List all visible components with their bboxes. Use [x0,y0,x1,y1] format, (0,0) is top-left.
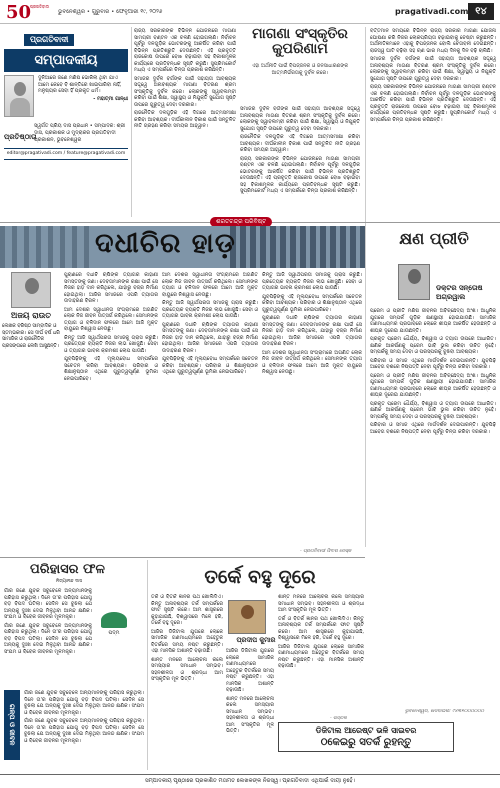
page-footer: ସମ୍ପାଦକୀୟ ପୃଷ୍ଠାରେ ପ୍ରକାଶିତ ମତାମତ ଲେଖକଙ୍କ ନିଜସ୍ୱ। ପ୍ରଗତିବାଦୀ ଏଥିପାଇଁ ଦାୟୀ ନୁହେଁ। [0,774,500,788]
right-article-body [370,308,496,706]
editorial-paragraph: ସମାଜର ଦୁର୍ବଳ ବର୍ଗଙ୍କ ପାଇଁ ସହାୟତା ଆବଶ୍ୟକ ସତ୍ତ୍ୱେ ଅନାବଶ୍ୟକ ମାଗଣା ବିତରଣ ଶ୍ରମ ସଂସ୍କୃତିକୁ ଦୁର୍ବଳ କରେ। ଲୋକଙ୍କୁ ସ୍ୱାବଲମ୍ବୀ କରିବା ପାଇଁ ଶିକ୍ଷା, ସ୍ୱାସ୍ଥ୍ୟ ଓ ନିଯୁକ୍ତି ସୁଯୋଗ ସୃଷ୍ଟି ଉପରେ ଗୁରୁତ୍ୱ ଦେବା ଦରକାର। [370,56,496,82]
editorial-headline-box [240,27,360,103]
gandhi-portrait [4,75,34,117]
masthead [0,0,500,24]
date-line: ଭୁବନେଶ୍ୱର • ଗୁରୁବାର • ଫେବୃଆରୀ ୧୯, ୨୦୨୬ [58,9,163,15]
parihas-paragraph: ଗାଁର ଜଣେ ଯୁବକ ସବୁବେଳେ ଅନ୍ୟମାନଙ୍କୁ ପରିହାସ କରୁଥିଲା। ଦିନେ ତା'ର ପରିହାସ ଯୋଗୁ ବଡ଼ ବିପଦ ଘଟିଲା। ସେଦିନ ସେ ବୁଝିଲା ଯେ ଅନ୍ୟକୁ ଦୁଃଖ ଦେଇ ମିଳୁଥିବା ଆନନ୍ଦ କ୍ଷଣିକ। ସଂଯମ ଓ ବିବେକ ଜୀବନର ମୂଳମନ୍ତ୍ର। [24,690,144,716]
feature-column-2 [162,272,258,552]
section-rule [0,557,365,558]
tarka-author-name: ପ୍ରଦୀପ କୁମାର [236,636,276,644]
feature-paragraph: ଆମ ଦେଶର ସ୍ୱାଧୀନତା ସଂଗ୍ରାମରେ ଅଗଣିତ ଲୋକ ନିଜ ଜୀବନ ଉତ୍ସର୍ଗ କରିଥିଲେ। ସେମାନଙ୍କ ତ୍ୟାଗ ଓ ବଳିଦାନ ଫଳରେ ଆମେ ଆଜି ମୁକ୍ତ ବାୟୁରେ ନିଶ୍ୱାସ ନେଉଛୁ। [262,349,362,375]
quote-panel [4,75,128,119]
right-article-author [398,264,498,304]
founder-label: ପ୍ରତିଷ୍ଠାତା [4,133,37,141]
section-title: ସମ୍ପାଦକୀୟ [4,49,128,72]
tarka-paragraph: ତର୍କ ଓ ବିତର୍କ ଜ୍ଞାନର ପଥ ଖୋଲିଦିଏ। କିନ୍ତୁ ଅନାବଶ୍ୟକ ତର୍କ ସମ୍ପର୍କରେ ଫାଟ ସୃଷ୍ଟି କରେ। ଆମ ଶାସ୍ତ୍ରରେ କୁହାଯାଇଛି, ବିଶ୍ୱାସରେ ମିଳେ ହରି, ତର୍କେ ବହୁ ଦୂରେ। [278,615,364,641]
right-paragraph: ପ୍ରେମ ଓ ପ୍ରୀତି ମଣିଷ ଜୀବନର ଅବିଚ୍ଛେଦ୍ୟ ଅଂଶ। ଆଧୁନିକ ଯୁଗରେ ସମ୍ପର୍କ ଗୁଡ଼ିକ କ୍ଷଣସ୍ଥାୟୀ ହୋଇଯାଉଛି। ସାମାଜିକ ଗଣମାଧ୍ୟମର ପ୍ରଭାବରେ ଲୋକେ ଶୀଘ୍ର ଆକର୍ଷିତ ହେଉଛନ୍ତି ଓ ଶୀଘ୍ର ଦୂରେଇ ଯାଉଛନ୍ତି। [370,308,496,334]
editorial-paragraph: ସମାଜର ଦୁର୍ବଳ ବର୍ଗଙ୍କ ପାଇଁ ସହାୟତା ଆବଶ୍ୟକ ସତ୍ତ୍ୱେ ଅନାବଶ୍ୟକ ମାଗଣା ବିତରଣ ଶ୍ରମ ସଂସ୍କୃତିକୁ ଦୁର୍ବଳ କରେ। ଲୋକଙ୍କୁ ସ୍ୱାବଲମ୍ବୀ କରିବା ପାଇଁ ଶିକ୍ଷା, ସ୍ୱାସ୍ଥ୍ୟ ଓ ନିଯୁକ୍ତି ସୁଯୋଗ ସୃଷ୍ଟି ଉପରେ ଗୁରୁତ୍ୱ ଦେବା ଦରକାର। [240,106,360,132]
feature-paragraph: କିନ୍ତୁ ଆଜି ସ୍ୱାର୍ଥପରତା ସମାଜକୁ ଗ୍ରାସ କରୁଛି। ପ୍ରତ୍ୟେକ ବ୍ୟକ୍ତି ନିଜର ଲାଭ ଖୋଜୁଛି। ସେବା ଓ ତ୍ୟାଗର ଭାବନା କ୍ରମଶଃ ଲୋପ ପାଉଛି। [262,272,362,291]
editorial-column-2 [240,106,360,216]
feature-paragraph: ଆମ ଦେଶର ସ୍ୱାଧୀନତା ସଂଗ୍ରାମରେ ଅଗଣିତ ଲୋକ ନିଜ ଜୀବନ ଉତ୍ସର୍ଗ କରିଥିଲେ। ସେମାନଙ୍କ ତ୍ୟାଗ ଓ ବଳିଦାନ ଫଳରେ ଆମେ ଆଜି ମୁକ୍ତ ବାୟୁରେ ନିଶ୍ୱାସ ନେଉଛୁ। [64,306,158,332]
anniversary-logo: 50 [6,2,32,23]
lotus-icon [101,612,127,628]
tarka-paragraph: ଶାନ୍ତ ମନରେ ଆଲୋଚନା କଲେ ସମସ୍ୟାର ସମାଧାନ ସମ୍ଭବ। ସହନଶୀଳତା ଓ ଶ୍ରଦ୍ଧା ଆମ ସଂସ୍କୃତିର ମୂଳ ଭିତ୍ତି। [278,594,364,613]
editorial-column-3 [370,28,496,218]
feature-column-3 [262,272,362,546]
feature-banner [0,226,365,268]
cyber-alert-line-1: ଡିଜିଟାଲ ଆରେଷ୍ଟ ଭଳି ସାଇବର [315,726,417,735]
tarka-column-1 [151,594,223,770]
feature-title: ଦଧୀଚିର ହାଡ଼ [95,228,236,259]
site-url[interactable]: pragativadi.com [395,7,469,16]
feature-author-card [2,272,60,412]
editorial-paragraph: ରାଜ୍ୟ ସରକାରଙ୍କ ବିଭିନ୍ନ ଯୋଜନାରେ ମାଗଣା ସାମଗ୍ରୀ ବଣ୍ଟନ ଏକ ଚଳଣି ହୋଇଗଲାଣି। ନିର୍ବାଚନ ପୂର୍ବରୁ ଦଳଗୁଡ଼ିକ ଭୋଟରଙ୍କୁ ଆକର୍ଷିତ କରିବା ପାଇଁ ବିଭିନ୍ନ ପ୍ରତିଶ୍ରୁତି ଦେଉଛନ୍ତି। ଏହି ପ୍ରବୃତ୍ତି ରାଜକୋଷ ଉପରେ ବୋଝ ବଢ଼ାଇବା ସହ ବିକାଶମୂଳକ କାର୍ଯ୍ୟରେ ପ୍ରତିବନ୍ଧକ ସୃଷ୍ଟି କରୁଛି। ସୁପ୍ରିମକୋର୍ଟ ମଧ୍ୟ ଏ ସମ୍ପର୍କରେ ଚିନ୍ତା ପ୍ରକାଶ କରିଛନ୍ତି। [240,155,360,194]
editorial-paragraph: ରାଜନୈତିକ ଦଳଗୁଡ଼ିକ ଏହି ଦିଗରେ ଆତ୍ମସମୀକ୍ଷା କରିବା ଆବଶ୍ୟକ। ଦୀର୍ଘକାଳୀନ ବିକାଶ ପାଇଁ ସନ୍ତୁଳିତ ନୀତି ଗ୍ରହଣ କରିବା ସମୟର ଆହ୍ୱାନ। [134,110,236,129]
tarka-paragraph: ତର୍କ ଓ ବିତର୍କ ଜ୍ଞାନର ପଥ ଖୋଲିଦିଏ। କିନ୍ତୁ ଅନାବଶ୍ୟକ ତର୍କ ସମ୍ପର୍କରେ ଫାଟ ସୃଷ୍ଟି କରେ। ଆମ ଶାସ୍ତ୍ରରେ କୁହାଯାଇଛି, ବିଶ୍ୱାସରେ ମିଳେ ହରି, ତର୍କେ ବହୁ ଦୂରେ। [151,594,223,626]
tarka-paragraph: ଆଜିର ଡିଜିଟାଲ ଯୁଗରେ ଲୋକେ ସାମାଜିକ ଗଣମାଧ୍ୟମରେ ଅହେତୁକ ବିତର୍କରେ ସମୟ ନଷ୍ଟ କରୁଛନ୍ତି। ଏହା ମାନସିକ ଅଶାନ୍ତି ବଢ଼ାଉଛି। [151,628,223,654]
feature-paragraph: କିନ୍ତୁ ଆଜି ସ୍ୱାର୍ଥପରତା ସମାଜକୁ ଗ୍ରାସ କରୁଛି। ପ୍ରତ୍ୟେକ ବ୍ୟକ୍ତି ନିଜର ଲାଭ ଖୋଜୁଛି। ସେବା ଓ ତ୍ୟାଗର ଭାବନା କ୍ରମଶଃ ଲୋପ ପାଉଛି। [64,334,158,354]
banner-illustration-right [230,226,365,268]
feature-credit: - ପ୍ରଗତିବାଦୀ ଫିଚର ଡେସ୍କ [300,549,352,554]
editorial-column-1 [134,28,236,216]
vertical-section-tag: ଗଳ୍ପ ଓ ଜୀବନ [4,690,20,760]
feature-paragraph: ପୁରାଣରେ ଦଧୀଚି ଋଷିଙ୍କ ତ୍ୟାଗର କାହାଣୀ ସମସ୍ତଙ୍କୁ ଜଣା। ଦେବତାମାନଙ୍କ ରକ୍ଷା ପାଇଁ ସେ ନିଜର ହାଡ଼ ଦାନ କରିଥିଲେ, ଯାହାରୁ ବଜ୍ର ନିର୍ମାଣ ହୋଇଥିଲା। ଆଜିର ସମାଜରେ ଏପରି ତ୍ୟାଗର ଉଦାହରଣ ବିରଳ। [64,272,158,304]
parihas-column-1 [4,588,92,686]
feature-paragraph: ଯୁବପିଢ଼ିଙ୍କୁ ଏହି ମୂଲ୍ୟବୋଧ ସମ୍ପର୍କରେ ସଚେତନ କରିବା ଆବଶ୍ୟକ। ପରିବାର ଓ ଶିକ୍ଷାନୁଷ୍ଠାନ ଏଥିରେ ଗୁରୁତ୍ୱପୂର୍ଣ୍ଣ ଭୂମିକା ନେଇପାରିବେ। [162,356,258,375]
right-article-title: କ୍ଷଣ ପ୍ରୀତି [399,229,469,248]
editorial-paragraph: ରାଜନୈତିକ ଦଳଗୁଡ଼ିକ ଏହି ଦିଗରେ ଆତ୍ମସମୀକ୍ଷା କରିବା ଆବଶ୍ୟକ। ଦୀର୍ଘକାଳୀନ ବିକାଶ ପାଇଁ ସନ୍ତୁଳିତ ନୀତି ଗ୍ରହଣ କରିବା ସମୟର ଆହ୍ୱାନ। [240,134,360,153]
author-bio: ଲେଖକ ବରିଷ୍ଠ ସାମ୍ବାଦିକ ଓ ସ୍ତମ୍ଭକାର। ସେ ଦୀର୍ଘ ବର୍ଷ ଧରି ସାମାଜିକ ଓ ରାଜନୈତିକ ପ୍ରସଙ୍ଗରେ ଲେଖି ଆସୁଛନ୍ତି। [2,324,60,349]
cyber-alert-box [278,722,454,752]
tarka-author-photo [228,600,266,634]
editorial-sidebar [4,27,128,187]
parihas-column-2 [24,690,144,770]
right-article-credit: ଭୁବନେଶ୍ୱର, ମୋବାଇଲ: ୯୪୩୭୦୦୦୦୦୦ [405,709,484,714]
tarka-title: ତର୍କେ ବହୁ ଦୂରେ [204,566,316,588]
quote-attribution: - ମହାତ୍ମା ଗାନ୍ଧୀ [93,95,128,102]
founder-row [4,123,128,144]
right-paragraph: ପରିବାର ଓ ସମାଜ ଏଥିରେ ମାର୍ଗଦର୍ଶନ ଦେଇପାରନ୍ତି। ଯୁବପିଢ଼ି ଆବେଗ ବଶରେ ନିଷ୍ପତ୍ତି ନେବା ପୂର୍ବରୁ ଚିନ୍ତା କରିବା ଦରକାର। [370,357,496,370]
feature-paragraph: ପୁରାଣରେ ଦଧୀଚି ଋଷିଙ୍କ ତ୍ୟାଗର କାହାଣୀ ସମସ୍ତଙ୍କୁ ଜଣା। ଦେବତାମାନଙ୍କ ରକ୍ଷା ପାଇଁ ସେ ନିଜର ହାଡ଼ ଦାନ କରିଥିଲେ, ଯାହାରୁ ବଜ୍ର ନିର୍ମାଣ ହୋଇଥିଲା। ଆଜିର ସମାଜରେ ଏପରି ତ୍ୟାଗର ଉଦାହରଣ ବିରଳ। [262,315,362,347]
founder-text: ସ୍ୱର୍ଗତ ପ୍ରିୟ ଦାସ ପ୍ରଧାନ • ସମ୍ପାଦକ: ଶ୍ରୀ ଦାସ, ପ୍ରକାଶକ ଓ ମୁଦ୍ରାକର ପ୍ରଗତିବାଦୀ ପ୍ରକାଶନ, ଭୁବନେଶ୍ୱର [34,123,126,143]
parihas-paragraph: ଗାଁର ଜଣେ ଯୁବକ ସବୁବେଳେ ଅନ୍ୟମାନଙ୍କୁ ପରିହାସ କରୁଥିଲା। ଦିନେ ତା'ର ପରିହାସ ଯୋଗୁ ବଡ଼ ବିପଦ ଘଟିଲା। ସେଦିନ ସେ ବୁଝିଲା ଯେ ଅନ୍ୟକୁ ଦୁଃଖ ଦେଇ ମିଳୁଥିବା ଆନନ୍ଦ କ୍ଷଣିକ। ସଂଯମ ଓ ବିବେକ ଜୀବନର ମୂଳମନ୍ତ୍ର। [4,588,92,620]
tarka-credit: - ଭଦ୍ରକ [330,716,347,721]
feature-paragraph: ଆମ ଦେଶର ସ୍ୱାଧୀନତା ସଂଗ୍ରାମରେ ଅଗଣିତ ଲୋକ ନିଜ ଜୀବନ ଉତ୍ସର୍ଗ କରିଥିଲେ। ସେମାନଙ୍କ ତ୍ୟାଗ ଓ ବଳିଦାନ ଫଳରେ ଆମେ ଆଜି ମୁକ୍ତ ବାୟୁରେ ନିଶ୍ୱାସ ନେଉଛୁ। [162,272,258,298]
logo-subtitle: ପ୍ରଗତିବାଦୀ [30,4,50,9]
tarka-column-3 [278,594,364,718]
feature-paragraph: ଯୁବପିଢ଼ିଙ୍କୁ ଏହି ମୂଲ୍ୟବୋଧ ସମ୍ପର୍କରେ ସଚେତନ କରିବା ଆବଶ୍ୟକ। ପରିବାର ଓ ଶିକ୍ଷାନୁଷ୍ଠାନ ଏଥିରେ ଗୁରୁତ୍ୱପୂର୍ଣ୍ଣ ଭୂମିକା ନେଇପାରିବେ। [262,293,362,313]
right-paragraph: ପରିବାର ଓ ସମାଜ ଏଥିରେ ମାର୍ଗଦର୍ଶନ ଦେଇପାରନ୍ତି। ଯୁବପିଢ଼ି ଆବେଗ ବଶରେ ନିଷ୍ପତ୍ତି ନେବା ପୂର୍ବରୁ ଚିନ୍ତା କରିବା ଦରକାର। [370,422,496,435]
feature-kicker: ଶରତଚନ୍ଦ୍ର ପରିବିଷ୍ଟ [210,217,272,227]
brand-name: ପ୍ରଗତିବାଦୀ [24,34,74,46]
page-number: ୧୪ [468,3,494,20]
gandhi-quote [34,75,128,119]
tarka-paragraph: ଆଜିର ଡିଜିଟାଲ ଯୁଗରେ ଲୋକେ ସାମାଜିକ ଗଣମାଧ୍ୟମରେ ଅହେତୁକ ବିତର୍କରେ ସମୟ ନଷ୍ଟ କରୁଛନ୍ତି। ଏହା ମାନସିକ ଅଶାନ୍ତି ବଢ଼ାଉଛି। [226,648,274,693]
contact-email[interactable]: editor@pragativadi.com / feature@pragativadi.com [4,148,128,160]
right-author-photo [398,264,430,300]
editorial-paragraph: ସମାଜର ଦୁର୍ବଳ ବର୍ଗଙ୍କ ପାଇଁ ସହାୟତା ଆବଶ୍ୟକ ସତ୍ତ୍ୱେ ଅନାବଶ୍ୟକ ମାଗଣା ବିତରଣ ଶ୍ରମ ସଂସ୍କୃତିକୁ ଦୁର୍ବଳ କରେ। ଲୋକଙ୍କୁ ସ୍ୱାବଲମ୍ବୀ କରିବା ପାଇଁ ଶିକ୍ଷା, ସ୍ୱାସ୍ଥ୍ୟ ଓ ନିଯୁକ୍ତି ସୁଯୋଗ ସୃଷ୍ଟି ଉପରେ ଗୁରୁତ୍ୱ ଦେବା ଦରକାର। [134,75,236,108]
editorial-paragraph: ରାଜ୍ୟ ସରକାରଙ୍କ ବିଭିନ୍ନ ଯୋଜନାରେ ମାଗଣା ସାମଗ୍ରୀ ବଣ୍ଟନ ଏକ ଚଳଣି ହୋଇଗଲାଣି। ନିର୍ବାଚନ ପୂର୍ବରୁ ଦଳଗୁଡ଼ିକ ଭୋଟରଙ୍କୁ ଆକର୍ଷିତ କରିବା ପାଇଁ ବିଭିନ୍ନ ପ୍ରତିଶ୍ରୁତି ଦେଉଛନ୍ତି। ଏହି ପ୍ରବୃତ୍ତି ରାଜକୋଷ ଉପରେ ବୋଝ ବଢ଼ାଇବା ସହ ବିକାଶମୂଳକ କାର୍ଯ୍ୟରେ ପ୍ରତିବନ୍ଧକ ସୃଷ୍ଟି କରୁଛି। ସୁପ୍ରିମକୋର୍ଟ ମଧ୍ୟ ଏ ସମ୍ପର୍କରେ ଚିନ୍ତା ପ୍ରକାଶ କରିଛନ୍ତି। [370,84,496,123]
column-rule [147,560,148,770]
column-rule [365,27,366,547]
editorial-paragraph: ବର୍ତ୍ତମାନ ସମୟରେ ବିଭିନ୍ନ ରାଜ୍ୟ ସରକାର ମାଗଣା ଯୋଜନା ଘୋଷଣା କରି ନିଜର ଲୋକପ୍ରିୟତା ବଢ଼ାଇବାକୁ ଚେଷ୍ଟା କରୁଛନ୍ତି। ଅର୍ଥନୀତିଜ୍ଞମାନେ ଏହାକୁ ବିପଜ୍ଜନକ ବୋଲି ଚେତାବନୀ ଦେଇଛନ୍ତି। ରାଜସ୍ୱ ଘାଟି ବଢ଼ିବା ସହ ଋଣ ଭାର ମଧ୍ୟ ଦିନକୁ ଦିନ ବଢ଼ି ଚାଲିଛି। [370,28,496,54]
feature-paragraph: ଯୁବପିଢ଼ିଙ୍କୁ ଏହି ମୂଲ୍ୟବୋଧ ସମ୍ପର୍କରେ ସଚେତନ କରିବା ଆବଶ୍ୟକ। ପରିବାର ଓ ଶିକ୍ଷାନୁଷ୍ଠାନ ଏଥିରେ ଗୁରୁତ୍ୱପୂର୍ଣ୍ଣ ଭୂମିକା ନେଇପାରିବେ। [64,356,158,382]
feature-paragraph: କିନ୍ତୁ ଆଜି ସ୍ୱାର୍ଥପରତା ସମାଜକୁ ଗ୍ରାସ କରୁଛି। ପ୍ରତ୍ୟେକ ବ୍ୟକ୍ତି ନିଜର ଲାଭ ଖୋଜୁଛି। ସେବା ଓ ତ୍ୟାଗର ଭାବନା କ୍ରମଶଃ ଲୋପ ପାଉଛି। [162,300,258,319]
parihas-paragraph: ଗାଁର ଜଣେ ଯୁବକ ସବୁବେଳେ ଅନ୍ୟମାନଙ୍କୁ ପରିହାସ କରୁଥିଲା। ଦିନେ ତା'ର ପରିହାସ ଯୋଗୁ ବଡ଼ ବିପଦ ଘଟିଲା। ସେଦିନ ସେ ବୁଝିଲା ଯେ ଅନ୍ୟକୁ ଦୁଃଖ ଦେଇ ମିଳୁଥିବା ଆନନ୍ଦ କ୍ଷଣିକ। ସଂଯମ ଓ ବିବେକ ଜୀବନର ମୂଳମନ୍ତ୍ର। [24,718,144,744]
tarka-paragraph: ଶାନ୍ତ ମନରେ ଆଲୋଚନା କଲେ ସମସ୍ୟାର ସମାଧାନ ସମ୍ଭବ। ସହନଶୀଳତା ଓ ଶ୍ରଦ୍ଧା ଆମ ସଂସ୍କୃତିର ମୂଳ ଭିତ୍ତି। [226,695,274,734]
editorial-headline: ମାଗଣା ସଂସ୍କୃତିର କୁପରିଣାମ [252,26,348,57]
lotus-logo [96,612,132,652]
cyber-alert-line-2: ଠକେଇରୁ ସତର୍କ ରୁହନ୍ତୁ [320,737,412,748]
parihas-byline: ନିତ୍ୟାନନ୍ଦ ଦାସ [56,579,83,584]
author-photo [11,272,51,308]
author-name: ଅଜୟ ରାଉତ [11,311,51,320]
tarka-paragraph: ଆଜିର ଡିଜିଟାଲ ଯୁଗରେ ଲୋକେ ସାମାଜିକ ଗଣମାଧ୍ୟମରେ ଅହେତୁକ ବିତର୍କରେ ସମୟ ନଷ୍ଟ କରୁଛନ୍ତି। ଏହା ମାନସିକ ଅଶାନ୍ତି ବଢ଼ାଉଛି। [278,643,364,669]
feature-column-1 [64,272,158,552]
right-author-name: ଡକ୍ଟର ସନ୍ତୋଷ ଅଗ୍ରୱାଲ [436,284,483,301]
right-paragraph: ପ୍ରେମ ଓ ପ୍ରୀତି ମଣିଷ ଜୀବନର ଅବିଚ୍ଛେଦ୍ୟ ଅଂଶ। ଆଧୁନିକ ଯୁଗରେ ସମ୍ପର୍କ ଗୁଡ଼ିକ କ୍ଷଣସ୍ଥାୟୀ ହୋଇଯାଉଛି। ସାମାଜିକ ଗଣମାଧ୍ୟମର ପ୍ରଭାବରେ ଲୋକେ ଶୀଘ୍ର ଆକର୍ଷିତ ହେଉଛନ୍ତି ଓ ଶୀଘ୍ର ଦୂରେଇ ଯାଉଛନ୍ତି। [370,372,496,398]
editorial-deck: ଏହା ଅର୍ଥନୀତି ପାଇଁ ବିପଜ୍ଜନକ ଓ ଜନସାଧାରଣଙ୍କ ଆତ୍ମନିର୍ଭରତାକୁ ଦୁର୍ବଳ କରେ। [251,63,349,76]
editorial-paragraph: ରାଜ୍ୟ ସରକାରଙ୍କ ବିଭିନ୍ନ ଯୋଜନାରେ ମାଗଣା ସାମଗ୍ରୀ ବଣ୍ଟନ ଏକ ଚଳଣି ହୋଇଗଲାଣି। ନିର୍ବାଚନ ପୂର୍ବରୁ ଦଳଗୁଡ଼ିକ ଭୋଟରଙ୍କୁ ଆକର୍ଷିତ କରିବା ପାଇଁ ବିଭିନ୍ନ ପ୍ରତିଶ୍ରୁତି ଦେଉଛନ୍ତି। ଏହି ପ୍ରବୃତ୍ତି ରାଜକୋଷ ଉପରେ ବୋଝ ବଢ଼ାଇବା ସହ ବିକାଶମୂଳକ କାର୍ଯ୍ୟରେ ପ୍ରତିବନ୍ଧକ ସୃଷ୍ଟି କରୁଛି। ସୁପ୍ରିମକୋର୍ଟ ମଧ୍ୟ ଏ ସମ୍ପର୍କରେ ଚିନ୍ତା ପ୍ରକାଶ କରିଛନ୍ତି। [134,28,236,73]
tarka-column-2 [226,648,274,768]
parihas-paragraph: ଗାଁର ଜଣେ ଯୁବକ ସବୁବେଳେ ଅନ୍ୟମାନଙ୍କୁ ପରିହାସ କରୁଥିଲା। ଦିନେ ତା'ର ପରିହାସ ଯୋଗୁ ବଡ଼ ବିପଦ ଘଟିଲା। ସେଦିନ ସେ ବୁଝିଲା ଯେ ଅନ୍ୟକୁ ଦୁଃଖ ଦେଇ ମିଳୁଥିବା ଆନନ୍ଦ କ୍ଷଣିକ। ସଂଯମ ଓ ବିବେକ ଜୀବନର ମୂଳମନ୍ତ୍ର। [4,622,92,655]
column-rule [131,27,132,217]
quote-text: ଦୁନିଆରେ ଜଣେ ମଣିଷ ଭୋକିଲା ଥିବା ଯାଏ ଆମେ କେବେ ବି ଶାନ୍ତିରେ ଖାଇପାରିବା ନାହିଁ, ମନୁଷ୍ୟର ସେବା ହିଁ ପ୍ରକୃତ ଧର୍ମ। [38,75,122,94]
banner-illustration-left [0,226,90,268]
tarka-paragraph: ଶାନ୍ତ ମନରେ ଆଲୋଚନା କଲେ ସମସ୍ୟାର ସମାଧାନ ସମ୍ଭବ। ସହନଶୀଳତା ଓ ଶ୍ରଦ୍ଧା ଆମ ସଂସ୍କୃତିର ମୂଳ ଭିତ୍ତି। [151,656,223,682]
feature-paragraph: ପୁରାଣରେ ଦଧୀଚି ଋଷିଙ୍କ ତ୍ୟାଗର କାହାଣୀ ସମସ୍ତଙ୍କୁ ଜଣା। ଦେବତାମାନଙ୍କ ରକ୍ଷା ପାଇଁ ସେ ନିଜର ହାଡ଼ ଦାନ କରିଥିଲେ, ଯାହାରୁ ବଜ୍ର ନିର୍ମାଣ ହୋଇଥିଲା। ଆଜିର ସମାଜରେ ଏପରି ତ୍ୟାଗର ଉଦାହରଣ ବିରଳ। [162,321,258,354]
right-paragraph: ପ୍ରକୃତ ପ୍ରେମ ଧୈର୍ଯ୍ୟ, ବିଶ୍ୱାସ ଓ ତ୍ୟାଗ ଉପରେ ଆଧାରିତ। କ୍ଷଣିକ ଆକର୍ଷଣକୁ ପ୍ରେମ ଭାବି ଭୁଲ କରିବା ଉଚିତ ନୁହେଁ। ସମ୍ପର୍କକୁ ସମୟ ଦେବା ଓ ପରସ୍ପରକୁ ବୁଝିବା ଆବଶ୍ୟକ। [370,400,496,420]
parihas-title: ପରିହାସର ଫଳ [30,562,105,577]
right-paragraph: ପ୍ରକୃତ ପ୍ରେମ ଧୈର୍ଯ୍ୟ, ବିଶ୍ୱାସ ଓ ତ୍ୟାଗ ଉପରେ ଆଧାରିତ। କ୍ଷଣିକ ଆକର୍ଷଣକୁ ପ୍ରେମ ଭାବି ଭୁଲ କରିବା ଉଚିତ ନୁହେଁ। ସମ୍ପର୍କକୁ ସମୟ ଦେବା ଓ ପରସ୍ପରକୁ ବୁଝିବା ଆବଶ୍ୟକ। [370,336,496,355]
lotus-logo-text: ପଦ୍ମ [108,630,120,636]
